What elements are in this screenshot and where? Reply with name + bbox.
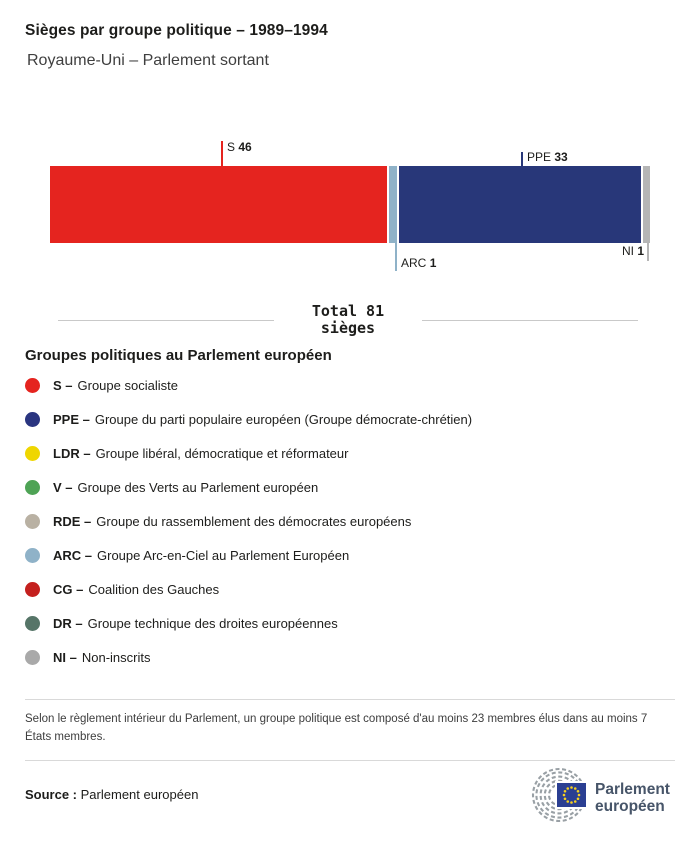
bar-segment-ni — [643, 166, 650, 243]
legend-abbr: PPE – — [53, 411, 90, 427]
legend-name: Groupe Arc-en-Ciel au Parlement Européen — [97, 547, 350, 563]
legend-name: Groupe du rassemblement des démocrates européens — [96, 513, 412, 529]
s-tick-line — [221, 141, 223, 166]
ni-color-dot — [25, 650, 40, 665]
legend-item-cg — [25, 572, 675, 606]
eu-flag-icon — [556, 782, 587, 808]
page-subtitle: Royaume-Uni – Parlement sortant — [27, 52, 269, 69]
legend-name: Groupe du parti populaire européen (Groupe démocrate-chrétien) — [94, 411, 473, 427]
legend-item-dr — [25, 606, 675, 640]
legend-abbr: NI – — [53, 649, 77, 665]
seat-bar — [50, 166, 650, 243]
logo-text-line2: européen — [595, 797, 665, 815]
legend-abbr: V – — [53, 479, 73, 495]
arc-seats-label — [401, 256, 436, 270]
source-line — [25, 787, 198, 802]
ppe-tick-line — [521, 152, 523, 166]
s-color-dot — [25, 378, 40, 393]
legend-heading: Groupes politiques au Parlement européen — [25, 347, 332, 364]
page-title: Sièges par groupe politique – 1989–1994 — [25, 22, 328, 39]
source-value: Parlement européen — [80, 787, 199, 803]
bar-segment-s — [50, 166, 387, 243]
s-seats-value: 46 — [238, 140, 252, 154]
bar-segment-ppe — [399, 166, 641, 243]
ldr-color-dot — [25, 446, 40, 461]
logo-text-line1: Parlement — [595, 780, 670, 798]
ppe-abbr: PPE — [527, 150, 552, 164]
legend-item-v — [25, 470, 675, 504]
legend-name: Non-inscrits — [81, 649, 151, 665]
legend-abbr: RDE – — [53, 513, 92, 529]
legend-name: Groupe libéral, démocratique et réformateur — [95, 445, 349, 461]
legend-abbr: DR – — [53, 615, 83, 631]
legend-item-ldr — [25, 436, 675, 470]
legend-abbr: S – — [53, 377, 73, 393]
ppe-seats-label — [527, 150, 568, 164]
legend-name: Groupe socialiste — [77, 377, 178, 393]
seat-bar-chart — [0, 139, 700, 275]
footnote-text: Selon le règlement intérieur du Parlement, un groupe politique est composé d'au moins 23 membres élus dans au moins 7 États membres. — [25, 713, 648, 743]
ppe-color-dot — [25, 412, 40, 427]
total-seats-label — [312, 303, 384, 337]
legend-item-s — [25, 368, 675, 402]
footer — [25, 767, 675, 823]
total-right-rule — [422, 320, 638, 321]
ni-abbr: NI — [621, 244, 634, 258]
cg-color-dot — [25, 582, 40, 597]
footnote-divider — [25, 699, 675, 700]
arc-abbr: ARC — [401, 256, 427, 270]
s-abbr: S — [227, 140, 236, 154]
legend-name: Groupe technique des droites européennes — [87, 615, 338, 631]
legend-item-rde — [25, 504, 675, 538]
legend-item-arc — [25, 538, 675, 572]
rde-color-dot — [25, 514, 40, 529]
dr-color-dot — [25, 616, 40, 631]
source-label: Source : — [25, 787, 78, 803]
legend-item-ni — [25, 640, 675, 674]
legend-abbr: LDR – — [53, 445, 91, 461]
total-seats-line2: sièges — [320, 319, 376, 337]
ppe-seats-value: 33 — [554, 150, 568, 164]
s-seats-label — [227, 140, 252, 154]
legend-name: Groupe des Verts au Parlement européen — [77, 479, 319, 495]
ni-seats-label — [622, 244, 644, 258]
parliament-hemicycle-icon — [515, 767, 675, 823]
ni-tick-line — [647, 243, 649, 261]
arc-color-dot — [25, 548, 40, 563]
ni-seats-value: 1 — [637, 244, 644, 258]
legend-abbr: ARC – — [53, 547, 93, 563]
legend-abbr: CG – — [53, 581, 84, 597]
legend-list — [25, 368, 675, 674]
arc-tick-line — [395, 243, 397, 271]
legend-item-ppe — [25, 402, 675, 436]
arc-seats-value: 1 — [429, 256, 437, 270]
european-parliament-logo — [515, 767, 675, 823]
legend-name: Coalition des Gauches — [88, 581, 220, 597]
total-seats-row — [58, 303, 638, 337]
footer-divider — [25, 760, 675, 761]
bar-segment-arc — [389, 166, 396, 243]
v-color-dot — [25, 480, 40, 495]
total-seats-line1: Total 81 — [311, 302, 385, 320]
total-left-rule — [58, 320, 274, 321]
